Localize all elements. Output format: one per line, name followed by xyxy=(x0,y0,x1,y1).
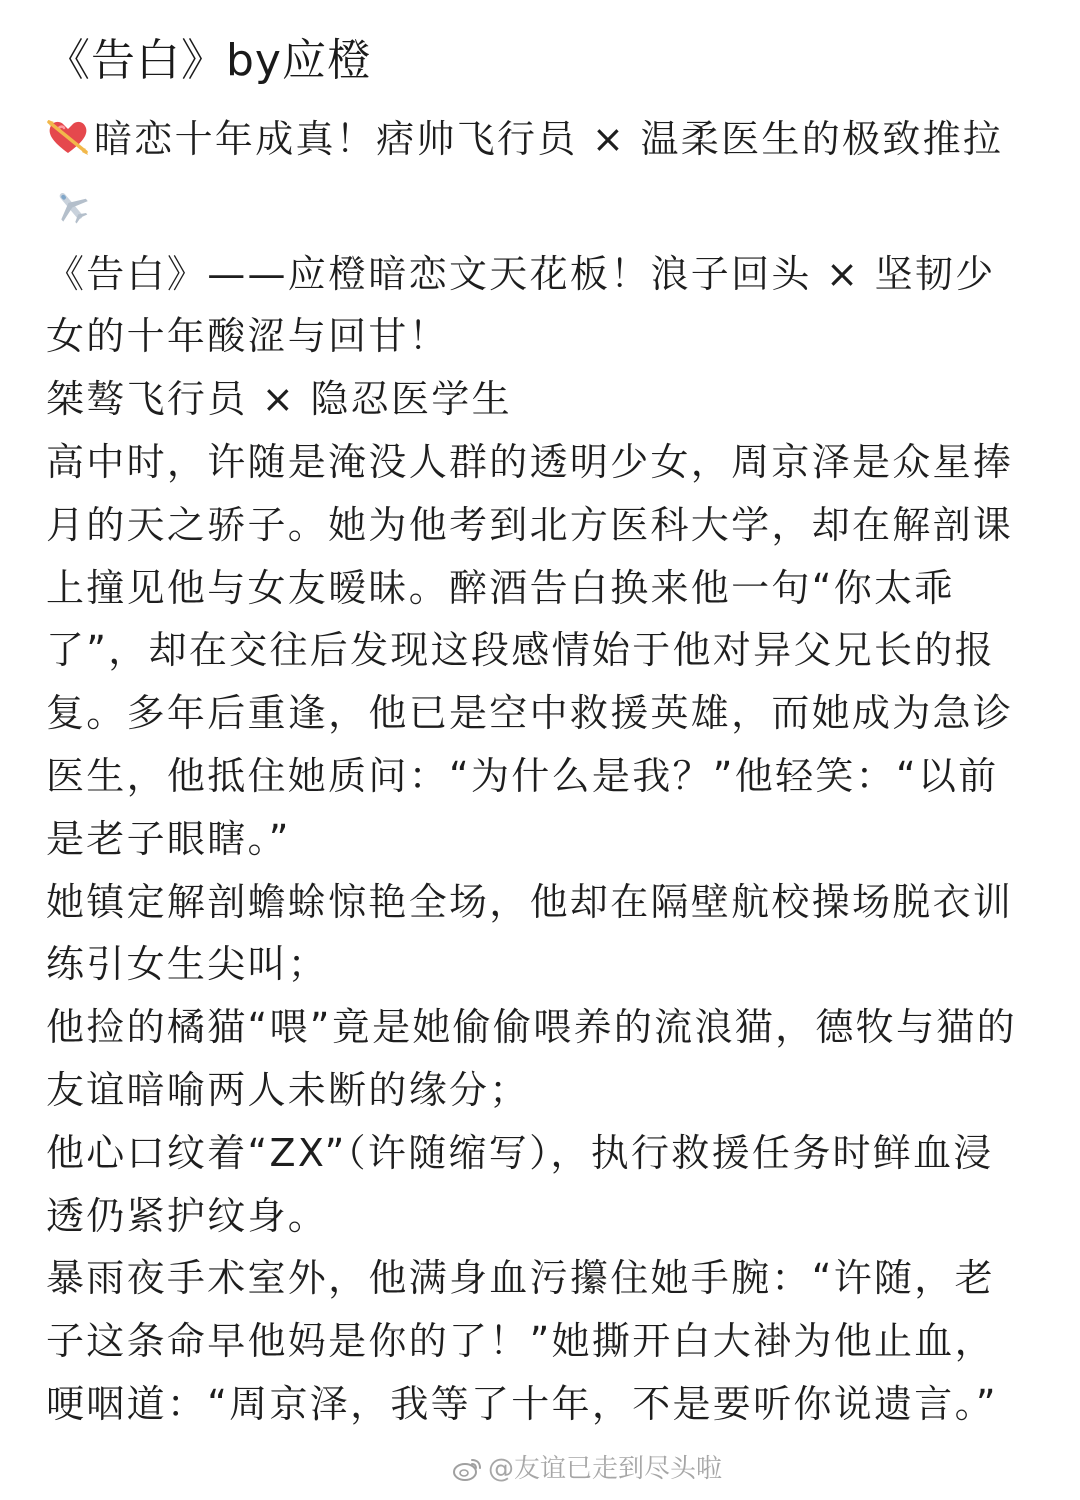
post-body xyxy=(46,108,1031,1436)
paragraph-synopsis: 高中时，许随是淹没人群的透明少女，周京泽是众星捧月的天之骄子。她为他考到北方医科大学，却在解剖课上撞见他与女友暧昧。醉酒告白换来他一句“你太乖了”，却在交往后发现这段感情始于他对异父兄长的报复。多年后重逢，他已是空中救援英雄，而她成为急诊医生，他抵住她质问：“为什么是我？”他轻笑：“以前是老子眼瞎。” xyxy=(46,439,1014,861)
paragraph-highlight-3: 他心口纹着“ZX”（许随缩写），执行救援任务时鲜血浸透仍紧护纹身。 xyxy=(46,1130,994,1238)
watermark-text: @友谊已走到尽头啦 xyxy=(488,1454,723,1484)
heart-with-arrow-icon xyxy=(46,113,90,176)
paragraph-pairing: 桀骜飞行员 × 隐忍医学生 xyxy=(46,377,512,422)
paragraph-intro: 《告白》——应橙暗恋文天花板！浪子回头 × 坚韧少女的十年酸涩与回甘！ xyxy=(46,251,996,359)
page-title: 《告白》by应橙 xyxy=(46,35,372,86)
tagline-line xyxy=(46,108,1031,243)
paragraph-highlight-2: 他捡的橘猫“喂”竟是她偷偷喂养的流浪猫，德牧与猫的友谊暗喻两人未断的缘分； xyxy=(46,1005,1017,1112)
paragraph-climax: 暴雨夜手术室外，他满身血污攥住她手腕：“许随，老子这条命早他妈是你的了！”她撕开白大褂为他止血，哽咽道：“周京泽，我等了十年，不是要听你说遗言。” xyxy=(46,1256,998,1426)
tagline-text: 暗恋十年成真！痞帅飞行员 × 温柔医生的极致推拉 xyxy=(94,117,1004,161)
airplane-icon xyxy=(52,180,90,243)
weibo-logo-icon xyxy=(452,1456,482,1482)
weibo-watermark xyxy=(452,1452,722,1486)
paragraph-highlight-1: 她镇定解剖蟾蜍惊艳全场，他却在隔壁航校操场脱衣训练引女生尖叫； xyxy=(46,879,1014,987)
